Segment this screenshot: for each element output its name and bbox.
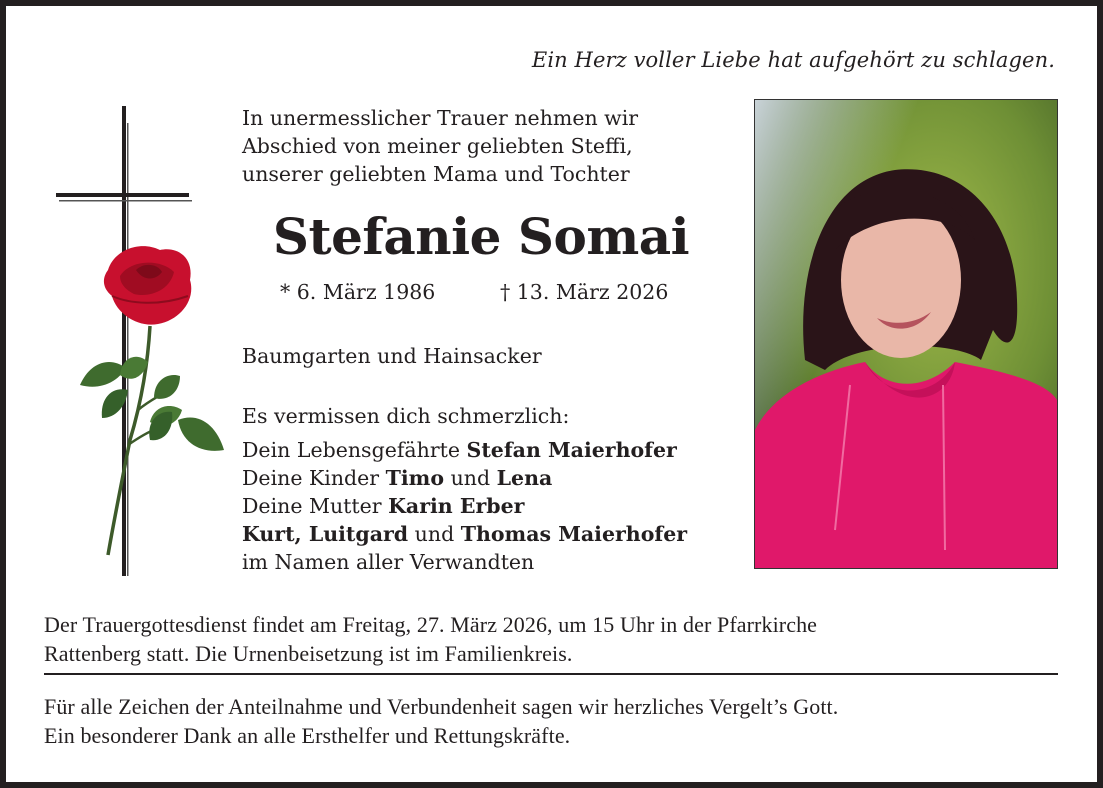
portrait-photo: [754, 99, 1058, 569]
intro-text: [242, 104, 720, 188]
residence: Baumgarten und Hainsacker: [242, 344, 542, 368]
mourner-name: Stefan Maierhofer: [466, 438, 677, 462]
birth-date: * 6. März 1986: [280, 280, 436, 304]
deceased-name: Stefanie Somai: [272, 207, 690, 266]
service-line: Rattenberg statt. Die Urnenbeisetzung ist im Familienkreis.: [44, 641, 573, 666]
conjunction: und: [408, 522, 461, 546]
relation: Deine Mutter: [242, 494, 389, 518]
cross-rose-icon: [50, 100, 240, 578]
mourner-name: Kurt, Luitgard: [242, 522, 409, 546]
mourner-name: Thomas Maierhofer: [460, 522, 688, 546]
thanks-line: Für alle Zeichen der Anteilnahme und Verbundenheit sagen wir herzliches Vergelt’s Gott.: [44, 694, 839, 719]
mourner-row: [242, 436, 687, 464]
thanks-note: [44, 692, 1064, 750]
death-date: † 13. März 2026: [500, 280, 669, 304]
mourners-list: [242, 402, 687, 576]
motto: Ein Herz voller Liebe hat aufgehört zu schlagen.: [531, 48, 1055, 72]
mourner-name: Lena: [496, 466, 553, 490]
mourners-lead: Es vermissen dich schmerzlich:: [242, 404, 570, 428]
service-line: Der Trauergottesdienst findet am Freitag, 27. März 2026, um 15 Uhr in der Pfarrkirche: [44, 612, 818, 637]
thanks-line: Ein besonderer Dank an alle Ersthelfer und Rettungskräfte.: [44, 723, 571, 748]
mourners-closing: im Namen aller Verwandten: [242, 550, 535, 574]
relation: Dein Lebensgefährte: [242, 438, 467, 462]
mourner-row: [242, 464, 687, 492]
mourner-name: Karin Erber: [388, 494, 525, 518]
intro-line: Abschied von meiner geliebten Steffi,: [242, 134, 633, 158]
conjunction: und: [444, 466, 497, 490]
service-announcement: [44, 610, 1064, 668]
intro-line: In unermesslicher Trauer nehmen wir: [242, 106, 639, 130]
mourner-row: [242, 492, 687, 520]
obituary-card: [6, 6, 1097, 782]
mourner-name: Timo: [385, 466, 445, 490]
divider: [44, 673, 1058, 675]
mourner-row: [242, 520, 687, 548]
intro-line: unserer geliebten Mama und Tochter: [242, 162, 630, 186]
relation: Deine Kinder: [242, 466, 386, 490]
